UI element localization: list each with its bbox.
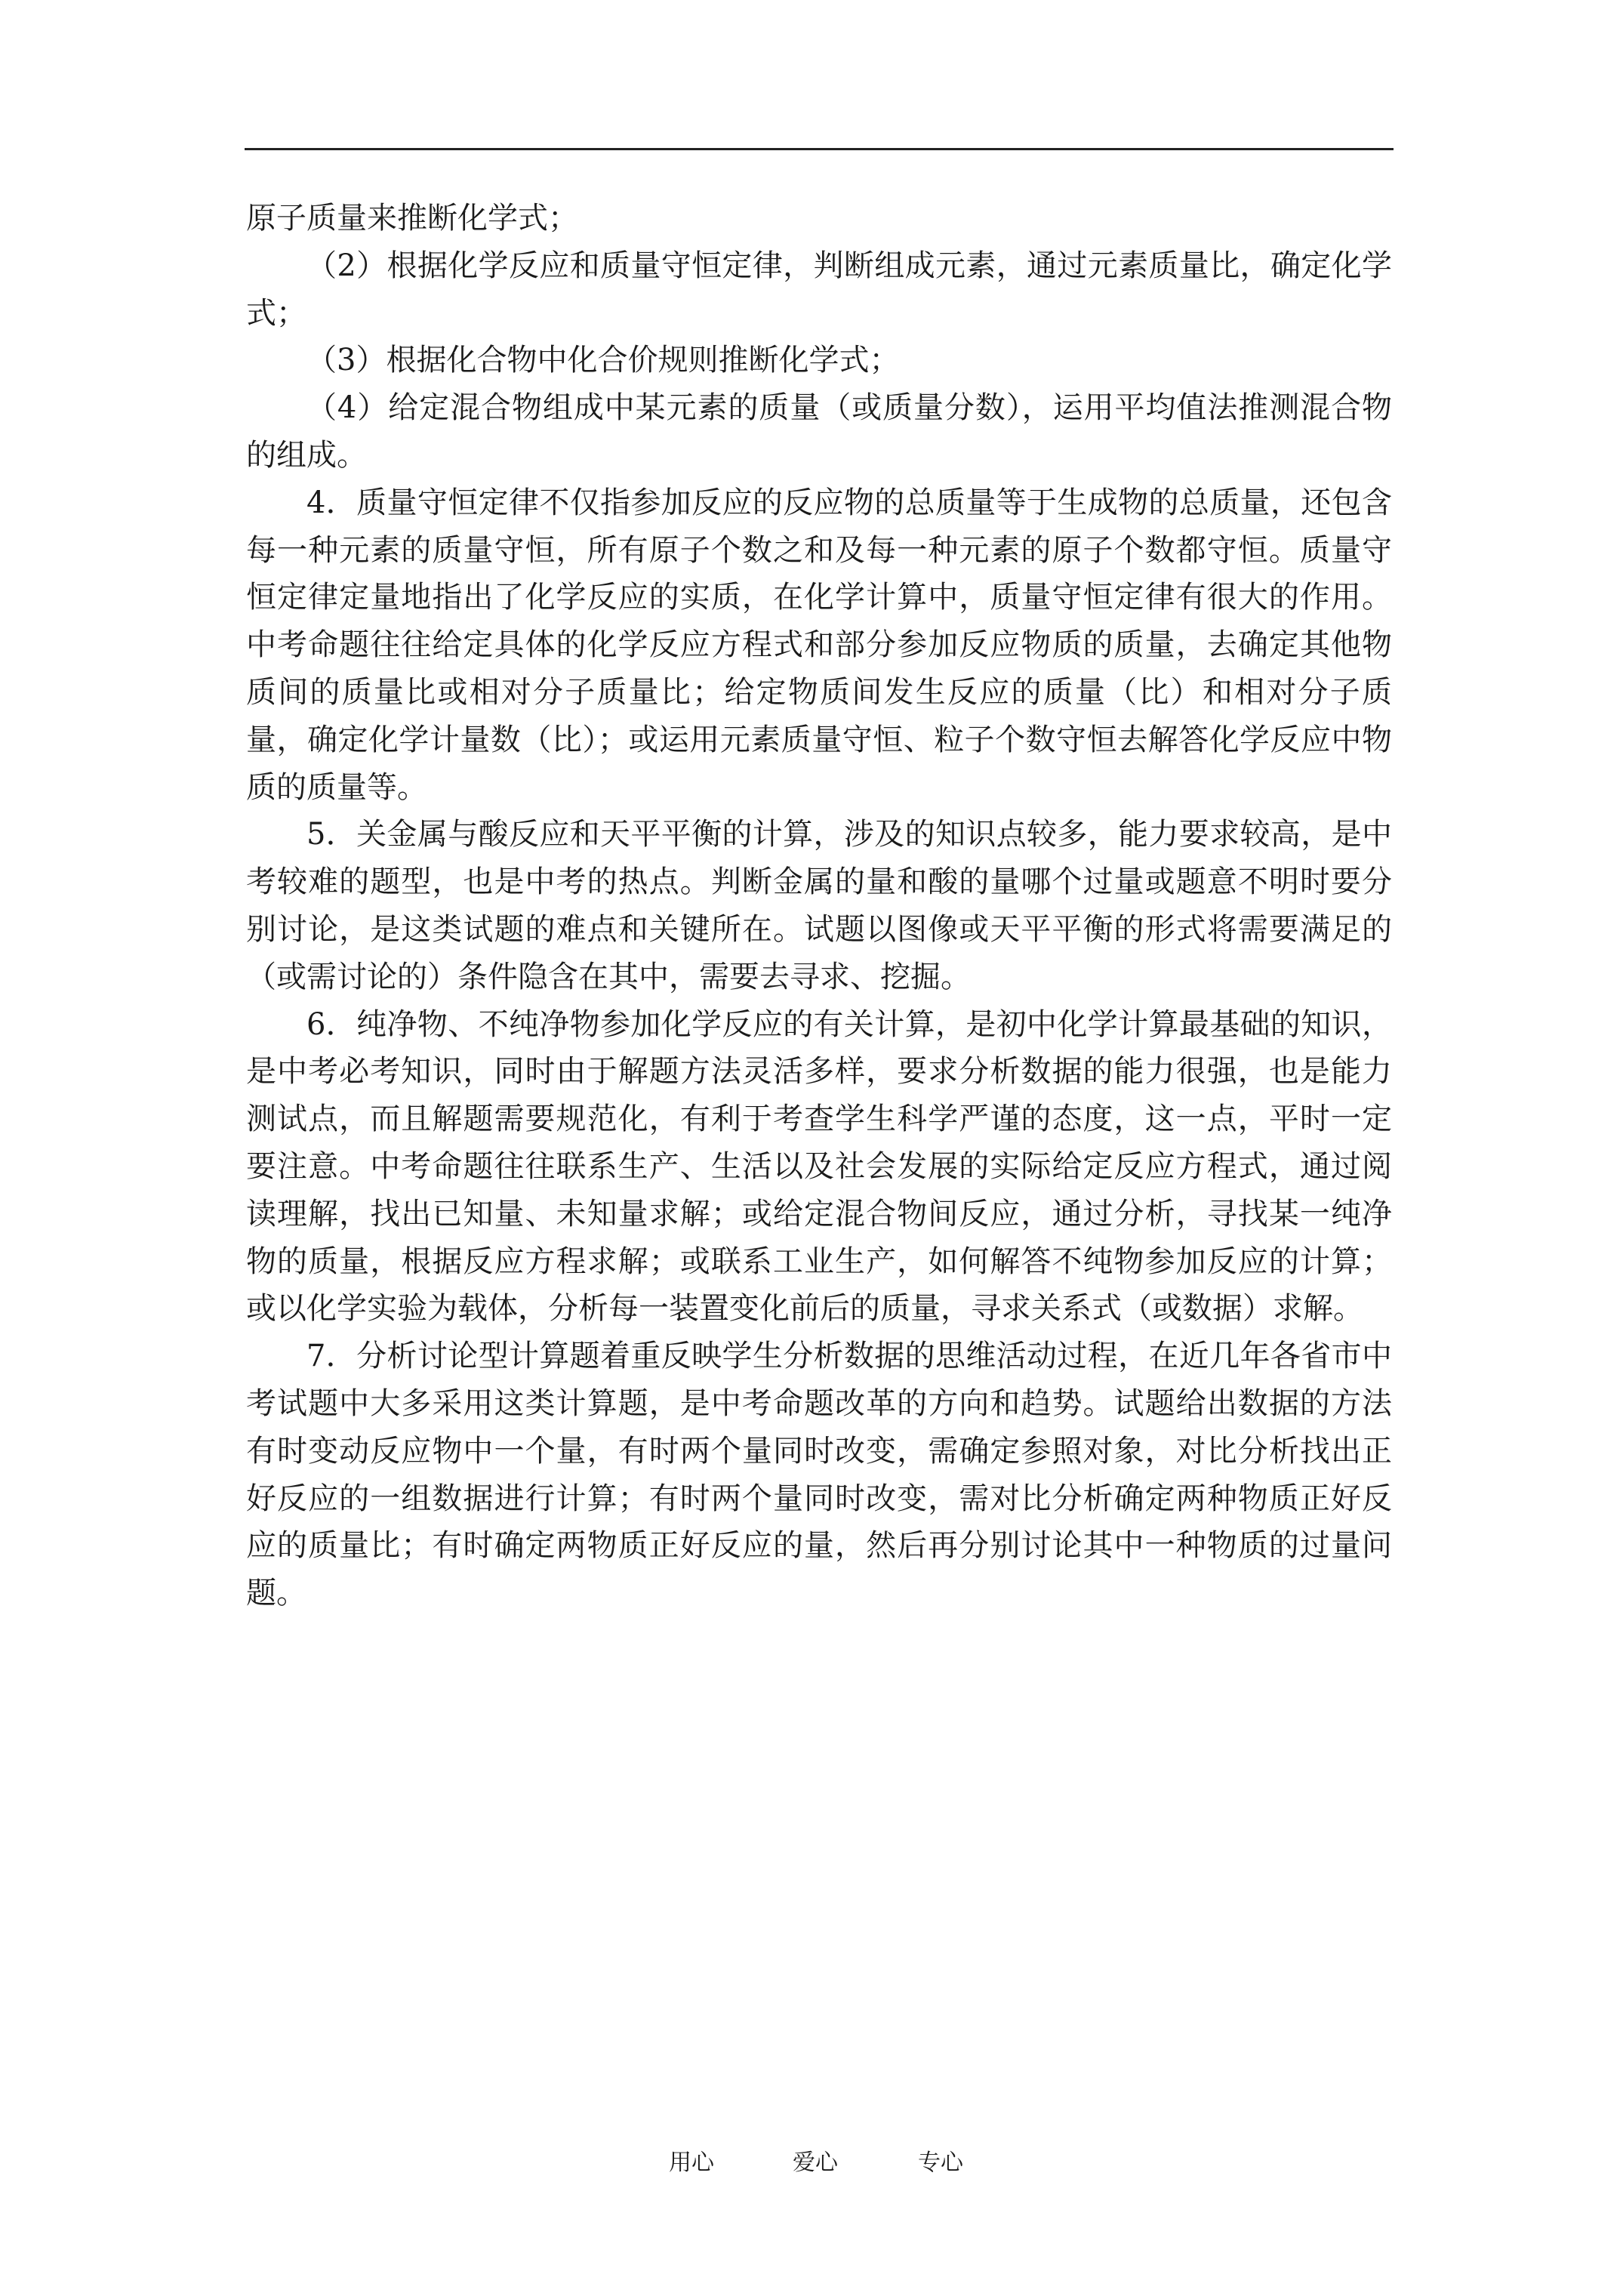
paragraph-point-4: 4．质量守恒定律不仅指参加反应的反应物的总质量等于生成物的总质量，还包含每一种元素的质量守恒，所有原子个数之和及每一种元素的原子个数都守恒。质量守恒定律定量地指出了化学反应的实质，在化学计算中，质量守恒定律有很大的作用。中考命题往往给定具体的化学反应方程式和部分参加反应物质的质量，去确定其他物质间的质量比或相对分子质量比；给定物质间发生反应的质量（比）和相对分子质量，确定化学计量数（比）；或运用元素质量守恒、粒子个数守恒去解答化学反应中物质的质量等。 <box>246 485 1392 805</box>
page-footer <box>0 2144 1623 2182</box>
footer-text-1: 用心 <box>669 2150 714 2176</box>
paragraph-item-4: （4）给定混合物组成中某元素的质量（或质量分数），运用平均值法推测混合物的组成。 <box>246 390 1392 473</box>
document-body <box>246 195 1392 1617</box>
header-rule <box>245 148 1394 150</box>
paragraph-point-7: 7．分析讨论型计算题着重反映学生分析数据的思维活动过程，在近几年各省市中考试题中大多采用这类计算题，是中考命题改革的方向和趋势。试题给出数据的方法有时变动反应物中一个量，有时两个量同时改变，需确定参照对象，对比分析找出正好反应的一组数据进行计算；有时两个量同时改变，需对比分析确定两种物质正好反应的质量比；有时确定两物质正好反应的量，然后再分别讨论其中一种物质的过量问题。 <box>246 1339 1392 1611</box>
footer-text-2: 爱心 <box>793 2150 838 2176</box>
footer-text-3: 专心 <box>918 2150 963 2176</box>
paragraph-continuation: 原子质量来推断化学式； <box>246 201 578 236</box>
paragraph-item-3: （3）根据化合物中化合价规则推断化学式； <box>306 343 900 378</box>
paragraph-point-6: 6．纯净物、不纯净物参加化学反应的有关计算，是初中化学计算最基础的知识，是中考必考知识，同时由于解题方法灵活多样，要求分析数据的能力很强，也是能力测试点，而且解题需要规范化，有利于考查学生科学严谨的态度，这一点，平时一定要注意。中考命题往往联系生产、生活以及社会发展的实际给定反应方程式，通过阅读理解，找出已知量、未知量求解；或给定混合物间反应，通过分析，寻找某一纯净物的质量，根据反应方程求解；或联系工业生产，如何解答不纯物参加反应的计算；或以化学实验为载体，分析每一装置变化前后的质量，寻求关系式（或数据）求解。 <box>246 1006 1392 1327</box>
paragraph-point-5: 5．关金属与酸反应和天平平衡的计算，涉及的知识点较多，能力要求较高，是中考较难的题型，也是中考的热点。判断金属的量和酸的量哪个过量或题意不明时要分别讨论，是这类试题的难点和关键所在。试题以图像或天平平衡的形式将需要满足的（或需讨论的）条件隐含在其中，需要去寻求、挖掘。 <box>246 817 1392 994</box>
paragraph-item-2: （2）根据化学反应和质量守恒定律，判断组成元素，通过元素质量比，确定化学式； <box>246 248 1392 331</box>
